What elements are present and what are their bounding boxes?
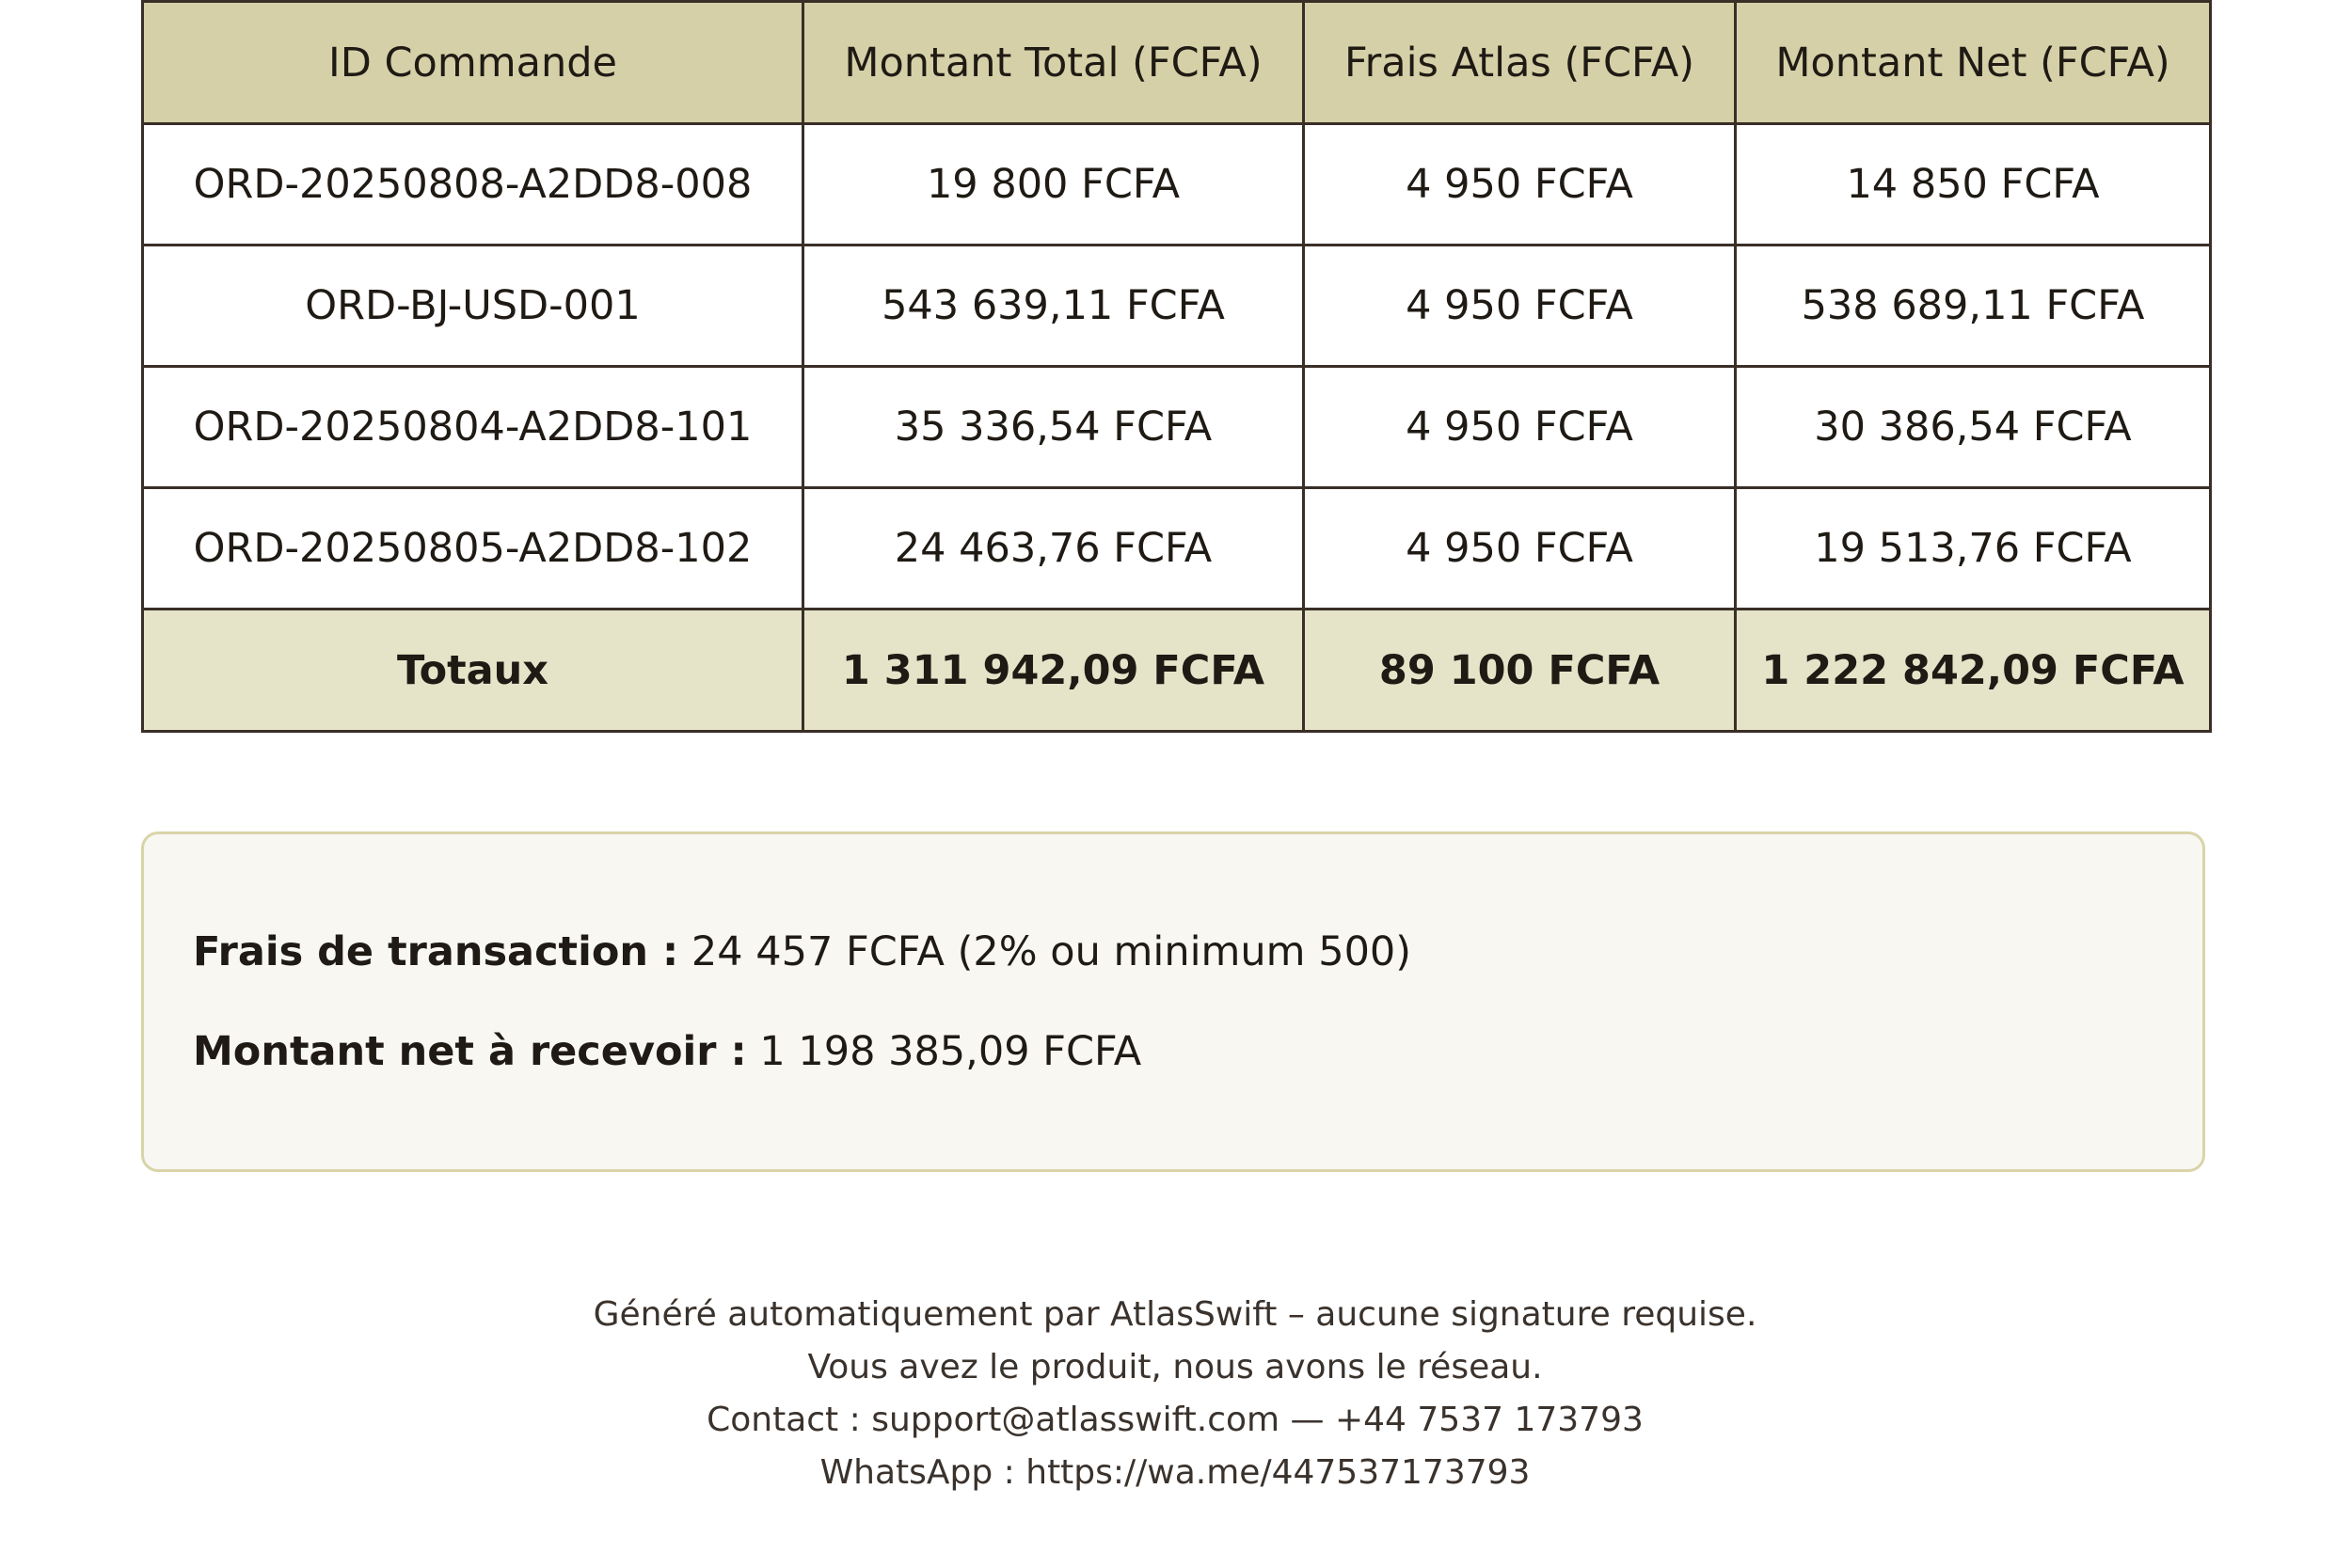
net-amount-cell: 538 689,11 FCFA [1736, 245, 2211, 367]
totals-label: Totaux [143, 610, 803, 732]
footer-contact: Contact : support@atlasswift.com — +44 7537 173793 [707, 1401, 1644, 1439]
summary-box [141, 832, 2205, 1172]
document-footer [141, 1289, 2209, 1499]
footer-tagline: Vous avez le produit, nous avons le réseau. [807, 1348, 1543, 1386]
header-net-amount: Montant Net (FCFA) [1736, 2, 2211, 124]
footer-generated-note: Généré automatiquement par AtlasSwift – aucune signature requise. [593, 1295, 1757, 1334]
table-row [143, 245, 2211, 367]
transaction-fees-line [193, 928, 1411, 975]
table-row [143, 488, 2211, 610]
totals-atlas-fees: 89 100 FCFA [1304, 610, 1736, 732]
atlas-fees-cell: 4 950 FCFA [1304, 124, 1736, 245]
totals-row [143, 610, 2211, 732]
total-amount-cell: 543 639,11 FCFA [803, 245, 1304, 367]
total-amount-cell: 24 463,76 FCFA [803, 488, 1304, 610]
net-amount-cell: 14 850 FCFA [1736, 124, 2211, 245]
orders-table [141, 0, 2212, 733]
table-totals [143, 610, 2211, 732]
table-header [143, 2, 2211, 124]
footer-whatsapp: WhatsApp : https://wa.me/447537173793 [819, 1453, 1531, 1492]
table-row [143, 124, 2211, 245]
header-order-id: ID Commande [143, 2, 803, 124]
document-sheet [141, 0, 2209, 1492]
net-amount-cell: 30 386,54 FCFA [1736, 367, 2211, 488]
total-amount-cell: 19 800 FCFA [803, 124, 1304, 245]
header-atlas-fees: Frais Atlas (FCFA) [1304, 2, 1736, 124]
atlas-fees-cell: 4 950 FCFA [1304, 245, 1736, 367]
order-id-cell: ORD-20250808-A2DD8-008 [143, 124, 803, 245]
net-amount-label: Montant net à recevoir : [193, 1028, 747, 1075]
total-amount-cell: 35 336,54 FCFA [803, 367, 1304, 488]
table-row [143, 367, 2211, 488]
totals-net-amount: 1 222 842,09 FCFA [1736, 610, 2211, 732]
atlas-fees-cell: 4 950 FCFA [1304, 488, 1736, 610]
table-body [143, 124, 2211, 610]
order-id-cell: ORD-20250804-A2DD8-101 [143, 367, 803, 488]
net-amount-cell: 19 513,76 FCFA [1736, 488, 2211, 610]
net-amount-value: 1 198 385,09 FCFA [746, 1028, 1142, 1075]
totals-total-amount: 1 311 942,09 FCFA [803, 610, 1304, 732]
header-row [143, 2, 2211, 124]
transaction-fees-value: 24 457 FCFA (2% ou minimum 500) [678, 928, 1412, 975]
order-id-cell: ORD-20250805-A2DD8-102 [143, 488, 803, 610]
header-total-amount: Montant Total (FCFA) [803, 2, 1304, 124]
net-amount-line [193, 1028, 1141, 1075]
order-id-cell: ORD-BJ-USD-001 [143, 245, 803, 367]
atlas-fees-cell: 4 950 FCFA [1304, 367, 1736, 488]
transaction-fees-label: Frais de transaction : [193, 928, 679, 975]
